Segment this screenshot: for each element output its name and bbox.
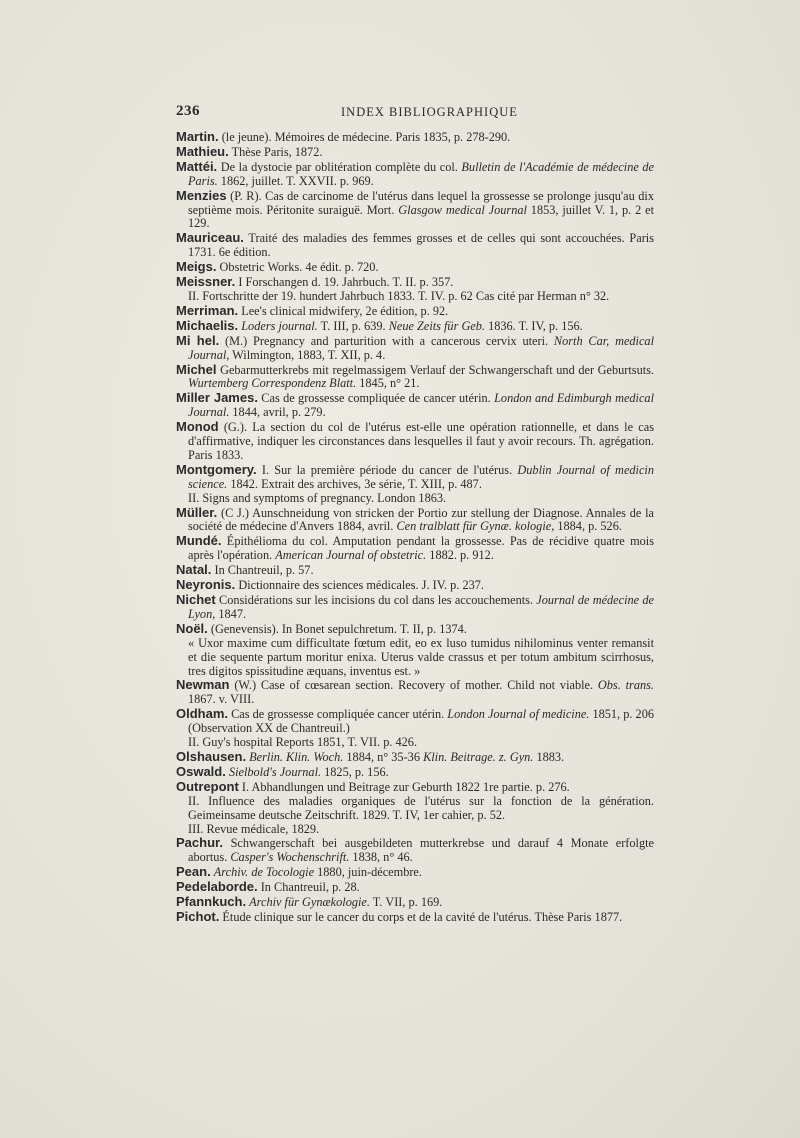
entry-text: 1882. p. 912. — [426, 548, 494, 563]
bibliography-subentry — [176, 290, 654, 304]
author-name: Meigs. — [176, 259, 217, 275]
entry-text: 1825, p. 156. — [321, 764, 389, 779]
bibliography-entry — [176, 563, 654, 578]
bibliography-entry — [176, 304, 654, 319]
bibliography-entry — [176, 593, 654, 622]
bibliography-entry — [176, 707, 654, 736]
entry-source-title: Loders journal. — [241, 318, 318, 333]
bibliography-entry — [176, 160, 654, 189]
entry-source-title: Wurtemberg Correspondenz Blatt. — [188, 376, 357, 391]
entry-text: (W.) Case of cœsarean section. Recovery of mother. Child not viable. — [229, 678, 598, 693]
bibliography-entry — [176, 130, 654, 145]
entry-text: 1838, n° 46. — [349, 850, 413, 865]
bibliography-entry — [176, 260, 654, 275]
entry-text: Considérations sur les incisions du col dans les accouchements. — [215, 593, 537, 607]
author-name: Mauriceau. — [176, 230, 244, 246]
bibliography-entry — [176, 578, 654, 593]
entry-source-title: Berlin. Klin. Woch. — [249, 749, 344, 764]
entry-text: 1853, juillet V. 1, p. 2 et 129. — [188, 202, 654, 231]
entry-text: (le jeune). Mémoires de médecine. Paris 1835, p. 278-290. — [218, 130, 511, 144]
author-name: Montgomery. — [176, 461, 257, 477]
entry-text: (C J.) Aunschneidung von stricken der Portio zur stellung der Diagnose. Annales de la société de médecine d'Anvers 1884, avril. — [188, 505, 654, 534]
entry-text: 1884, n° 35-36 — [343, 749, 424, 764]
entry-text: 1845, n° 21. — [356, 376, 420, 391]
entry-text: (G.). La section du col de l'utérus est-elle une opération rationnelle, et dans le cas d'affirmative, indiquer les circonstances dans lesquelles il faut y avoir recours. Th. agrégation. Paris 1833. — [188, 420, 654, 462]
author-name: Pachur. — [176, 835, 223, 851]
entry-text: II. — [188, 735, 203, 750]
entry-text: 1829. T. IV, 1er cahier, p. 52. — [359, 807, 506, 822]
entry-source-title: Cen tralblatt für Gynæ. kologie, — [396, 519, 555, 534]
bibliography-entry — [176, 678, 654, 707]
running-head: INDEX BIBLIOGRAPHIQUE — [341, 105, 518, 119]
entry-source-title: Bulletin de l'Académie de médecine de Paris. — [188, 159, 654, 188]
bibliography-entry — [176, 865, 654, 880]
entry-text: In Chantreuil, p. 57. — [211, 563, 314, 578]
entry-text: I Forschangen d. 19. Jahrbuch. T. II. p. 357. — [235, 275, 454, 290]
bibliography-entry — [176, 145, 654, 160]
bibliography-entry — [176, 780, 654, 795]
entry-source-title: London and Edimburgh medical Journal. — [188, 391, 654, 420]
entry-source-title: Dublin Journal of medicin science. — [188, 462, 654, 491]
entry-text: III. — [188, 821, 207, 836]
entry-source-title: Geimeinsame deutsche Zeitschrift. — [188, 807, 360, 822]
entry-text: (M.) Pregnancy and parturition with a cancerous cervix uteri. — [219, 333, 554, 348]
entry-source-title: Neue Zeits für Geb. — [388, 318, 486, 333]
author-name: Nichet — [176, 592, 216, 607]
bibliography-entry — [176, 420, 654, 463]
bibliography-subentry — [176, 795, 654, 823]
author-name: Michel — [176, 361, 217, 377]
entry-text: Traité des maladies des femmes grosses et de celles qui sont accouchées. Paris 1731. 6e édition. — [188, 231, 654, 260]
author-name: Müller. — [176, 504, 218, 520]
entry-text: T. VII, p. 169. — [369, 895, 443, 910]
entry-source-title: Obs. trans. — [597, 678, 654, 693]
bibliography-list — [176, 130, 654, 925]
entry-source-title: Klin. Beitrage. z. Gyn. — [423, 749, 534, 764]
entry-text: (P. R). Cas de carcinome de l'utérus dans lequel la grossesse se prolonge jusqu'au dix septième mois. Péritonite suraiguë. Mort. — [188, 188, 654, 217]
author-name: Meissner. — [176, 274, 236, 290]
bibliography-entry — [176, 750, 654, 765]
entry-text: Gebarmutterkrebs mit regelmassigem Verlauf der Schwangerschaft und der Geburtsuts. — [216, 362, 654, 377]
bibliography-subentry — [176, 736, 654, 750]
author-name: Pean. — [176, 864, 211, 880]
author-name: Newman — [176, 677, 230, 693]
author-name: Mi hel. — [176, 332, 220, 348]
bibliography-entry — [176, 622, 654, 637]
entry-text: II. Influence des maladies organiques de l'utérus sur la fonction de la génération. — [188, 793, 654, 808]
entry-source-title: Guy's hospital Reports — [202, 735, 314, 750]
entry-text: II. Signs and symptoms of pregnancy. London 1863. — [188, 490, 447, 505]
entry-source-title: London Journal of medicine. — [447, 707, 590, 722]
author-name: Natal. — [176, 562, 212, 578]
entry-text: Wilmington, 1883, T. XII, p. 4. — [229, 347, 386, 362]
entry-source-title: Casper's Wochenschrift. — [230, 850, 350, 865]
entry-source-title: Journal de médecine de Lyon, — [188, 593, 654, 621]
bibliography-entry — [176, 334, 654, 363]
entry-source-title: North Car, medical Journal, — [188, 333, 654, 362]
author-name: Oldham. — [176, 706, 229, 722]
entry-text: 1829. — [288, 821, 320, 836]
entry-source-title: Revue médicale, — [206, 821, 289, 836]
entry-text: 1851, p. 206 (Observation XX de Chantreuil.) — [188, 707, 654, 736]
entry-source-title: Archiv für Gynækologie. — [249, 895, 370, 910]
entry-text: Dictionnaire des sciences médicales. J. IV. p. 237. — [235, 578, 484, 593]
entry-text: Étude clinique sur le cancer du corps et de la cavité de l'utérus. Thèse Paris 1877. — [219, 909, 623, 924]
page-number: 236 — [176, 103, 200, 119]
entry-text: « Uxor maxime cum difficultate fœtum edit, eo ex luso tumidus nihilominus venter remansit et die sequente partum moritur enixa. Uterus valde crassus et per totum ambitum scirrhosus, tres digitos spissitudine æquans, inventus est. » — [188, 635, 654, 678]
author-name: Oswald. — [176, 763, 226, 779]
entry-text: Schwangerschaft bei ausgebildeten mutterkrebse und darauf 4 Monate erfolgte abortus. — [188, 836, 654, 865]
bibliography-subentry — [176, 823, 654, 837]
author-name: Pfannkuch. — [176, 894, 247, 910]
author-name: Pedelaborde. — [176, 879, 258, 895]
author-name: Monod — [176, 419, 219, 435]
entry-text: (Genevensis). In Bonet sepulchretum. T. II, p. 1374. — [207, 621, 467, 636]
page-header — [176, 103, 646, 123]
author-name: Mattéi. — [176, 158, 218, 174]
entry-text: Obstetric Works. 4e édit. p. 720. — [216, 260, 379, 275]
bibliography-entry — [176, 895, 654, 910]
entry-text: Thèse Paris, 1872. — [228, 144, 323, 159]
bibliography-entry — [176, 463, 654, 492]
bibliography-entry — [176, 506, 654, 535]
entry-text: II. Fortschritte der 19. hundert Jahrbuch 1833. T. IV. p. 62 Cas cité par Herman n° 32. — [188, 288, 610, 303]
entry-text: Lee's clinical midwifery, 2e édition, p. 92. — [238, 303, 449, 318]
author-name: Menzies — [176, 187, 227, 203]
entry-text: Cas de grossesse compliquée de cancer utérin. — [257, 391, 495, 406]
bibliography-entry — [176, 910, 654, 925]
author-name: Olshausen. — [176, 748, 247, 764]
author-name: Martin. — [176, 129, 219, 144]
author-name: Mundé. — [176, 533, 222, 549]
entry-text: 1884, p. 526. — [554, 519, 622, 534]
author-name: Noël. — [176, 620, 208, 636]
entry-source-title: American Journal of obstetric. — [275, 548, 427, 563]
entry-text: De la dystocie par oblitération complète du col. — [217, 159, 462, 174]
entry-source-title: Archiv. de Tocologie — [213, 865, 315, 880]
entry-text: I. Sur la première période du cancer de l'utérus. — [256, 462, 518, 477]
bibliography-entry — [176, 836, 654, 865]
bibliography-entry — [176, 319, 654, 334]
bibliography-subentry — [176, 492, 654, 506]
entry-text: 1862, juillet. T. XXVII. p. 969. — [217, 173, 374, 188]
bibliography-entry — [176, 275, 654, 290]
bibliography-entry — [176, 765, 654, 780]
bibliography-entry — [176, 880, 654, 895]
author-name: Michaelis. — [176, 317, 239, 333]
entry-text: Cas de grossesse compliquée cancer utérin. — [228, 707, 448, 722]
entry-source-title: Sielbold's Journal. — [228, 764, 322, 779]
entry-text: 1883. — [533, 749, 565, 764]
bibliography-entry — [176, 534, 654, 563]
entry-text: 1880, juin-décembre. — [314, 865, 422, 880]
entry-text: 1867. v. VIII. — [188, 692, 255, 707]
entry-text: 1851, T. VII. p. 426. — [313, 735, 418, 750]
entry-text: In Chantreuil, p. 28. — [257, 880, 360, 895]
bibliography-entry — [176, 391, 654, 420]
entry-source-title: Glasgow medical Journal — [398, 202, 527, 217]
author-name: Merriman. — [176, 302, 239, 318]
entry-text: T. III, p. 639. — [317, 318, 389, 333]
author-name: Neyronis. — [176, 577, 236, 593]
entry-text: Épithélioma du col. Amputation pendant la grossesse. Pas de récidive quatre mois après l'opération. — [188, 534, 654, 563]
author-name: Miller James. — [176, 390, 258, 406]
entry-text: 1844, avril, p. 279. — [229, 405, 326, 420]
author-name: Mathieu. — [176, 143, 229, 159]
bibliography-subentry — [176, 637, 654, 679]
author-name: Pichot. — [176, 908, 220, 924]
entry-text: 1847. — [215, 606, 247, 621]
entry-text: 1836. T. IV, p. 156. — [485, 318, 583, 333]
bibliography-entry — [176, 189, 654, 232]
bibliography-entry — [176, 363, 654, 392]
entry-text: I. Abhandlungen und Beitrage zur Geburth 1822 1re partie. p. 276. — [238, 779, 570, 794]
entry-text: 1842. Extrait des archives, 3e série, T. XIII, p. 487. — [227, 476, 482, 491]
author-name: Outrepont — [176, 778, 239, 794]
bibliography-entry — [176, 231, 654, 260]
